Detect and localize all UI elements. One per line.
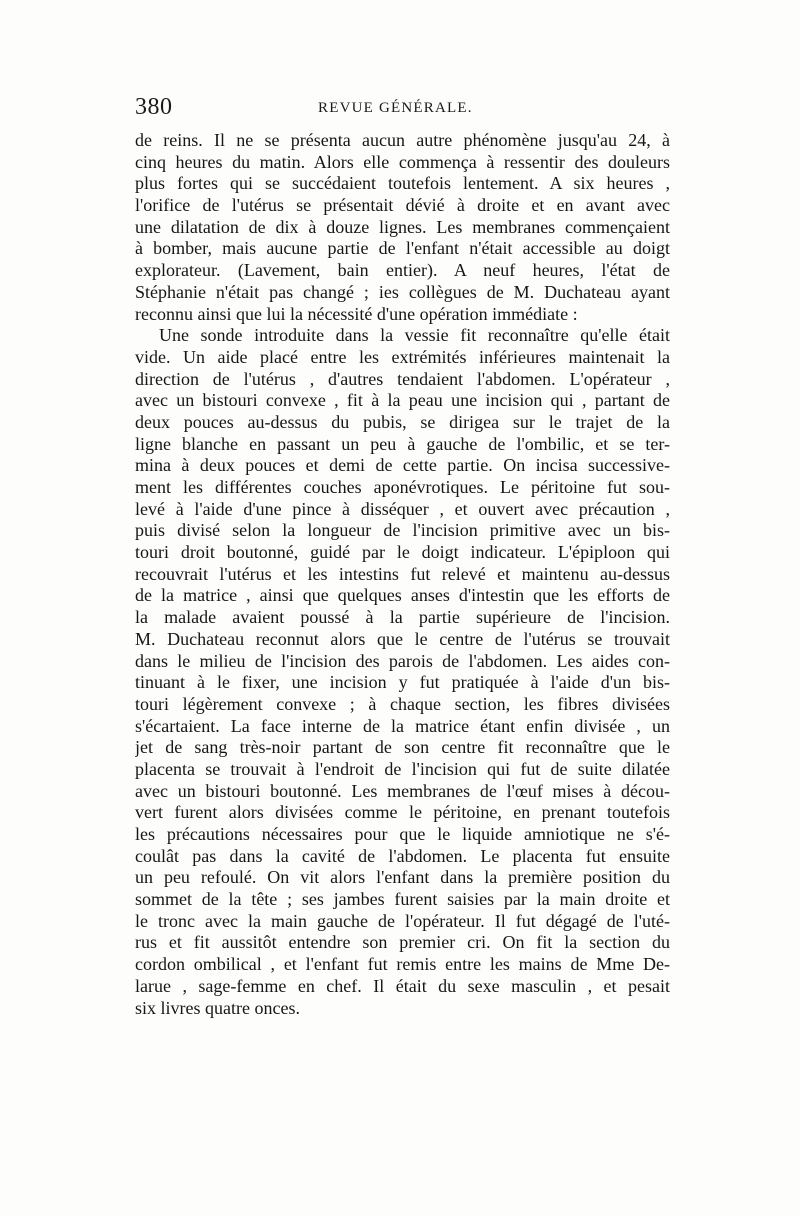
- text-line: vert furent alors divisées comme le péritoine, en prenant toutefois: [135, 802, 670, 823]
- text-line: de la matrice , ainsi que quelques anses d'intestin que les efforts de: [135, 585, 670, 606]
- text-line: les précautions nécessaires pour que le liquide amniotique ne s'é-: [135, 824, 670, 844]
- text-line: deux pouces au-dessus du pubis, se dirigea sur le trajet de la: [135, 411, 670, 432]
- text-line: Une sonde introduite dans la vessie fit reconnaître qu'elle était: [159, 325, 670, 346]
- paragraph: [135, 325, 670, 1019]
- text-line: reconnu ainsi que lui la nécessité d'une opération immédiate :: [135, 303, 578, 324]
- text-line: sommet de la tête ; ses jambes furent saisies par la main droite et: [135, 889, 670, 910]
- text-line: la malade avaient poussé à la partie supérieure de l'incision.: [135, 607, 670, 628]
- text-line: à bomber, mais aucune partie de l'enfant n'était accessible au doigt: [135, 238, 670, 259]
- text-line: direction de l'utérus , d'autres tendaient l'abdomen. L'opérateur ,: [135, 368, 670, 389]
- running-title: REVUE GÉNÉRALE.: [318, 100, 473, 116]
- text-line: ment les différentes couches aponévrotiques. Le péritoine fut sou-: [135, 477, 670, 497]
- text-line: explorateur. (Lavement, bain entier). A neuf heures, l'état de: [135, 260, 670, 281]
- text-line: une dilatation de dix à douze lignes. Les membranes commençaient: [135, 216, 670, 237]
- text-line: recouvrait l'utérus et les intestins fut relevé et maintenu au-dessus: [135, 563, 670, 584]
- text-line: l'orifice de l'utérus se présentait dévié à droite et en avant avec: [135, 195, 670, 216]
- page-number: 380: [135, 94, 173, 120]
- text-line: puis divisé selon la longueur de l'incision primitive avec un bis-: [135, 520, 670, 541]
- text-line: vide. Un aide placé entre les extrémités inférieures maintenait la: [135, 346, 670, 367]
- text-line: placenta se trouvait à l'endroit de l'incision qui fut de suite dilatée: [135, 758, 670, 779]
- text-line: levé à l'aide d'une pince à disséquer , et ouvert avec précaution ,: [135, 498, 670, 519]
- text-line: ligne blanche en passant un peu à gauche de l'ombilic, et se ter-: [135, 433, 670, 454]
- text-line: six livres quatre onces.: [135, 997, 300, 1018]
- text-line: dans le milieu de l'incision des parois de l'abdomen. Les aides con-: [135, 650, 670, 671]
- text-line: Stéphanie n'était pas changé ; ies collègues de M. Duchateau ayant: [135, 281, 670, 302]
- text-line: avec un bistouri boutonné. Les membranes de l'œuf mises à décou-: [135, 780, 670, 801]
- text-line: un peu refoulé. On vit alors l'enfant dans la première position du: [135, 867, 670, 888]
- text-line: de reins. Il ne se présenta aucun autre phénomène jusqu'au 24, à: [135, 130, 670, 150]
- paragraph: [135, 130, 670, 325]
- text-line: coulât pas dans la cavité de l'abdomen. Le placenta fut ensuite: [135, 845, 670, 866]
- text-line: larue , sage-femme en chef. Il était du sexe masculin , et pesait: [135, 975, 670, 996]
- page-header: [135, 94, 670, 124]
- text-line: jet de sang très-noir partant de son centre fit reconnaître que le: [135, 737, 670, 758]
- text-line: s'écartaient. La face interne de la matrice étant enfin divisée , un: [135, 715, 670, 736]
- text-line: mina à deux pouces et demi de cette partie. On incisa successive-: [135, 455, 670, 476]
- text-line: avec un bistouri convexe , fit à la peau une incision qui , partant de: [135, 390, 670, 411]
- text-line: cinq heures du matin. Alors elle commença à ressentir des douleurs: [135, 151, 670, 172]
- body-text: [135, 130, 670, 1019]
- text-line: tinuant à le fixer, une incision y fut pratiquée à l'aide d'un bis-: [135, 672, 670, 693]
- text-line: le tronc avec la main gauche de l'opérateur. Il fut dégagé de l'uté-: [135, 910, 670, 931]
- text-line: touri légèrement convexe ; à chaque section, les fibres divisées: [135, 693, 670, 714]
- text-line: M. Duchateau reconnut alors que le centre de l'utérus se trouvait: [135, 628, 670, 649]
- text-line: rus et fit aussitôt entendre son premier cri. On fit la section du: [135, 932, 670, 953]
- text-line: plus fortes qui se succédaient toutefois lentement. A six heures ,: [135, 173, 670, 194]
- text-line: cordon ombilical , et l'enfant fut remis entre les mains de Mme De-: [135, 954, 670, 975]
- text-line: touri droit boutonné, guidé par le doigt indicateur. L'épiploon qui: [135, 542, 670, 563]
